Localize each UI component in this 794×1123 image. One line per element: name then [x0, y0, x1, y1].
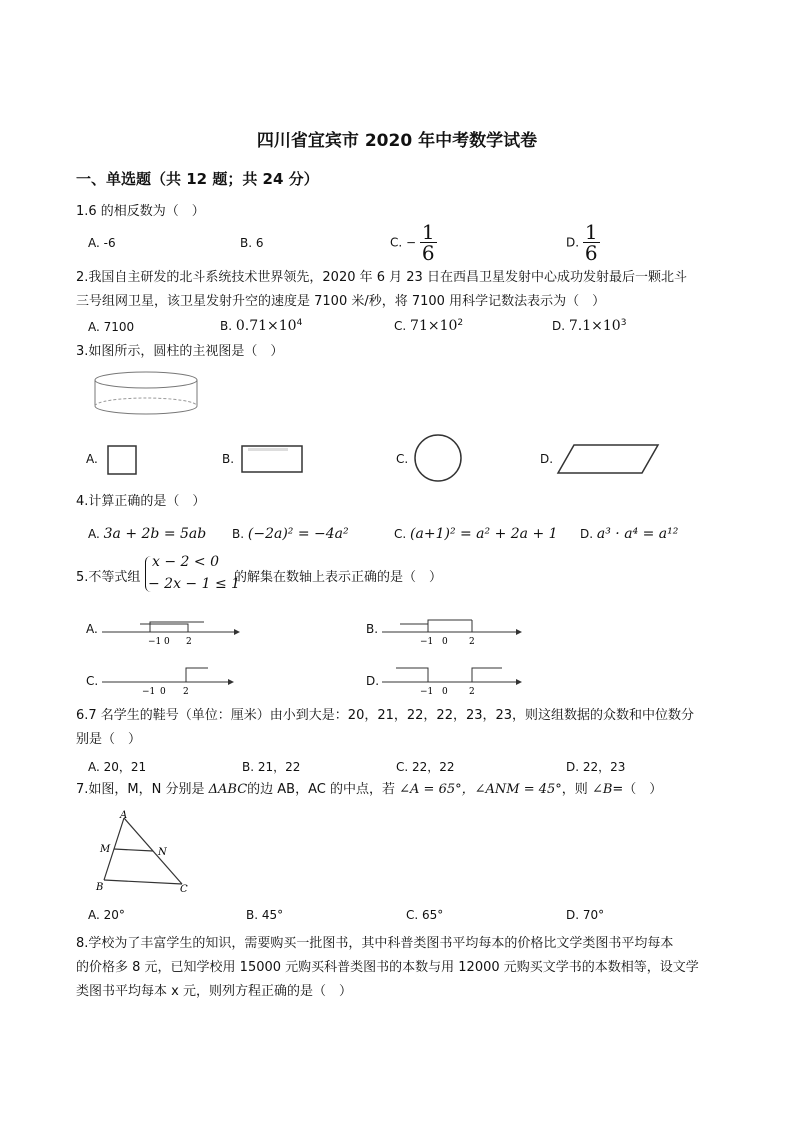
q2-d-times: ×10: [591, 318, 621, 334]
q1-d-denominator: 6: [584, 241, 598, 265]
q2-option-b[interactable]: [220, 318, 302, 334]
question-2-line-2: 三号组网卫星，该卫星发射升空的速度是 7100 米/秒，将 7100 用科学记数法表示为（ ）: [76, 294, 606, 309]
q1-c-numerator: 1: [421, 220, 435, 244]
q5-number-line-a: [100, 614, 240, 650]
tick-label: 2: [469, 637, 475, 647]
q4-a-prefix: A.: [88, 527, 100, 541]
q7-triangle-name: ΔABC: [208, 782, 248, 797]
midpoint-n-label: N: [158, 847, 167, 858]
q3-option-a-label[interactable]: A.: [86, 452, 98, 466]
q2-d-exponent: 3: [620, 318, 627, 328]
q7-stem-part-b: 的边 AB，AC 的中点，若: [247, 782, 395, 797]
q4-c-prefix: C.: [394, 527, 407, 541]
question-8-line-2: 的价格多 8 元，已知学校用 15000 元购买科普类图书的本数与用 12000 元购买文学书的本数相等，设文学: [76, 960, 699, 975]
q2-d-prefix: D.: [552, 319, 566, 333]
q1-option-b[interactable]: B. 6: [240, 236, 264, 250]
tick-label: −1: [420, 687, 434, 697]
q4-option-d[interactable]: [580, 526, 678, 542]
tick-label: 0: [160, 687, 166, 697]
q2-d-mantissa: 7.1: [568, 318, 592, 334]
q7-angle-b: ∠B: [591, 782, 613, 797]
question-2-line-1: 2.我国自主研发的北斗系统技术世界领先，2020 年 6 月 23 日在西昌卫星发射中心成功发射最后一颗北斗: [76, 270, 687, 285]
tick-label: −1: [420, 637, 434, 647]
q3-circle-figure: [412, 432, 464, 484]
q1-option-c[interactable]: [390, 222, 437, 263]
q4-a-expression: 3a + 2b = 5ab: [103, 526, 207, 542]
q7-option-a[interactable]: A. 20°: [88, 908, 125, 922]
q1-option-c-fraction: [420, 222, 437, 263]
q1-d-numerator: 1: [584, 220, 598, 244]
vertex-a-label: A: [120, 810, 128, 821]
vertex-c-label: C: [180, 884, 188, 895]
q4-option-a[interactable]: [88, 526, 206, 542]
q2-b-mantissa: 0.71: [235, 318, 268, 334]
q4-option-b[interactable]: [232, 526, 349, 542]
q3-rectangle-figure: [238, 442, 308, 476]
q7-conditions: ∠A = 65°，∠ANM = 45°: [399, 782, 562, 797]
question-5-stem-prefix: 5.不等式组: [76, 570, 141, 585]
tick-label: −1: [142, 687, 156, 697]
q1-option-a[interactable]: A. -6: [88, 236, 116, 250]
q2-b-prefix: B.: [220, 319, 233, 333]
q5-inequality-2: − 2x − 1 ≤ 1: [148, 576, 241, 592]
q1-option-c-prefix: C. −: [390, 235, 417, 250]
tick-label: −1: [148, 637, 162, 647]
tick-label: 0: [442, 687, 448, 697]
question-3-stem: 3.如图所示，圆柱的主视图是（ ）: [76, 344, 284, 359]
q5-option-d-label[interactable]: D.: [366, 674, 380, 688]
q3-parallelogram-figure: [556, 442, 662, 476]
q3-option-c-label[interactable]: C.: [396, 452, 409, 466]
question-8-line-3: 类图书平均每本 x 元，则列方程正确的是（ ）: [76, 984, 352, 999]
q3-option-d-label[interactable]: D.: [540, 452, 554, 466]
q1-c-denominator: 6: [421, 241, 435, 265]
cylinder-figure: [92, 370, 204, 418]
q3-square-figure: [106, 444, 138, 476]
tick-label: 0: [442, 637, 448, 647]
q3-option-b-label[interactable]: B.: [222, 452, 235, 466]
question-6-line-2: 别是（ ）: [76, 732, 142, 747]
q5-number-line-c: [100, 662, 234, 698]
section-heading: 一、单选题（共 12 题；共 24 分）: [76, 170, 319, 188]
q7-triangle-figure: [90, 808, 200, 896]
q5-option-b-label[interactable]: B.: [366, 622, 379, 636]
q7-option-b[interactable]: B. 45°: [246, 908, 284, 922]
q6-option-a[interactable]: A. 20，21: [88, 760, 147, 774]
question-4-stem: 4.计算正确的是（ ）: [76, 494, 206, 509]
q6-option-b[interactable]: B. 21，22: [242, 760, 301, 774]
q2-option-c[interactable]: [394, 318, 463, 334]
q5-option-c-label[interactable]: C.: [86, 674, 99, 688]
q7-option-d[interactable]: D. 70°: [566, 908, 605, 922]
q2-c-prefix: C.: [394, 319, 407, 333]
q6-option-d[interactable]: D. 22，23: [566, 760, 626, 774]
q7-option-c[interactable]: C. 65°: [406, 908, 444, 922]
tick-label: 2: [469, 687, 475, 697]
q2-option-d[interactable]: [552, 318, 626, 334]
q1-option-d-fraction: [583, 222, 600, 263]
vertex-b-label: B: [96, 882, 104, 893]
q7-stem-part-d: =（ ）: [612, 782, 663, 797]
question-7-stem: [76, 778, 662, 802]
q2-option-a[interactable]: A. 7100: [88, 320, 135, 334]
q2-b-exponent: 4: [296, 318, 303, 328]
q7-stem-part-c: ，则: [561, 782, 588, 797]
q2-b-times: ×10: [267, 318, 297, 334]
q4-d-prefix: D.: [580, 527, 594, 541]
question-8-line-1: 8.学校为了丰富学生的知识，需要购买一批图书，其中科普类图书平均每本的价格比文学类图书平均每本: [76, 936, 674, 951]
q5-inequality-1: x − 2 < 0: [152, 554, 219, 570]
q4-c-expression: (a+1)² = a² + 2a + 1: [410, 526, 558, 542]
tick-label: 2: [186, 637, 192, 647]
q4-d-expression: a³ · a⁴ = a¹²: [596, 526, 679, 542]
q4-option-c[interactable]: [394, 526, 558, 542]
q5-number-line-d: [380, 662, 522, 698]
tick-label: 0: [164, 637, 170, 647]
q4-b-expression: (−2a)² = −4a²: [247, 526, 349, 542]
tick-label: 2: [183, 687, 189, 697]
q6-option-c[interactable]: C. 22，22: [396, 760, 455, 774]
question-1-stem: 1.6 的相反数为（ ）: [76, 204, 205, 219]
q1-option-d-prefix: D.: [566, 235, 580, 250]
q1-option-d[interactable]: [566, 222, 600, 263]
question-6-line-1: 6.7 名学生的鞋号（单位：厘米）由小到大是：20，21，22，22，23，23，则这组数据的众数和中位数分: [76, 708, 695, 723]
midpoint-m-label: M: [100, 844, 111, 855]
q4-b-prefix: B.: [232, 527, 245, 541]
q7-stem-part-a: 7.如图，M，N 分别是: [76, 782, 205, 797]
page-title: 四川省宜宾市 2020 年中考数学试卷: [256, 131, 538, 151]
q2-c-exponent: 2: [457, 318, 464, 328]
q5-option-a-label[interactable]: A.: [86, 622, 98, 636]
question-5-stem-suffix: 的解集在数轴上表示正确的是（ ）: [234, 570, 443, 585]
q2-c-times: ×10: [427, 318, 458, 334]
q2-c-mantissa: 71: [410, 318, 428, 334]
q5-number-line-b: [380, 614, 522, 650]
